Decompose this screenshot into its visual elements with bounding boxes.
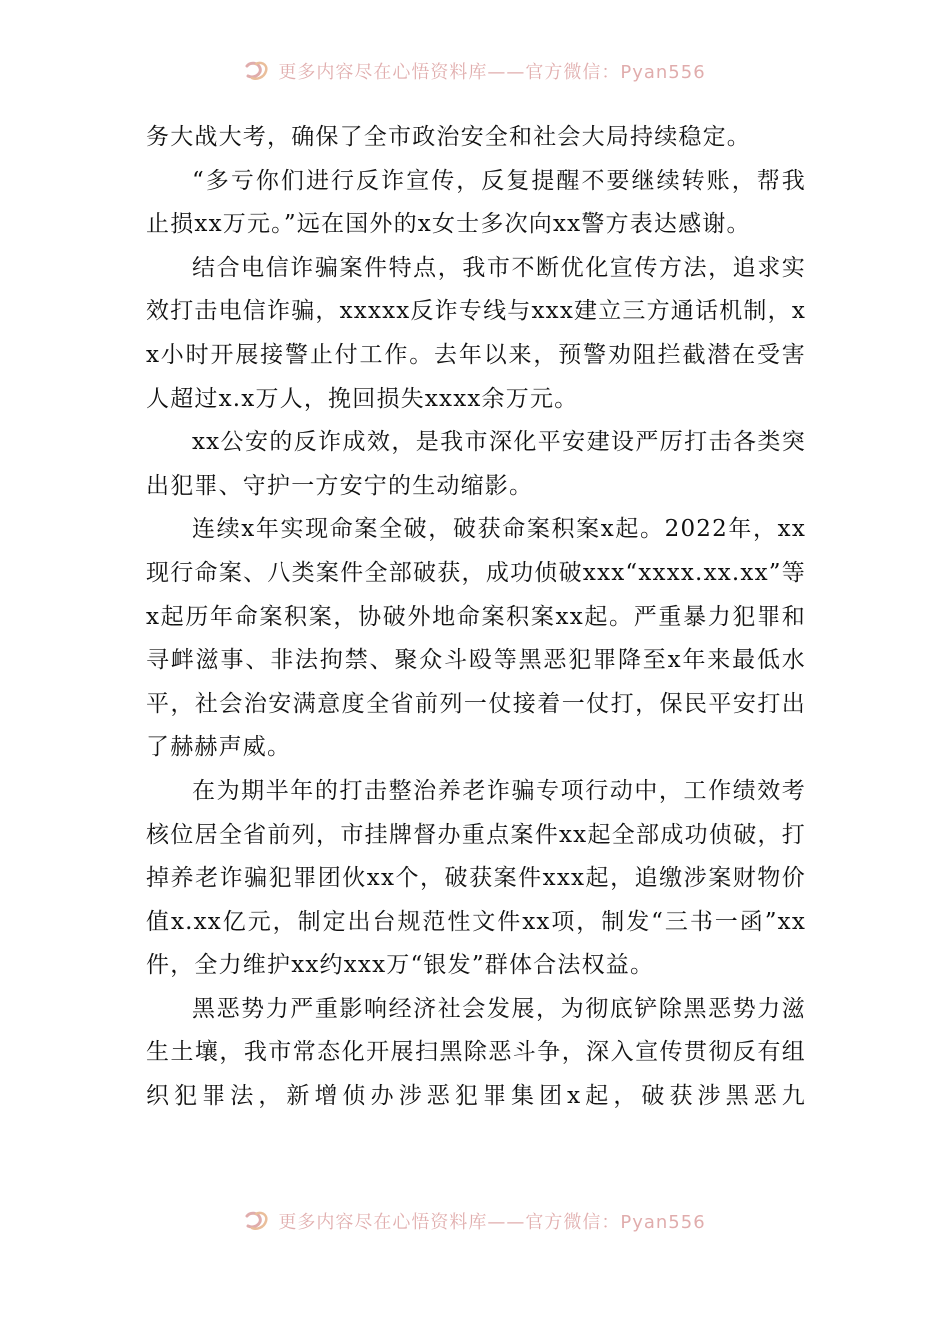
paragraph-5: 连续x年实现命案全破，破获命案积案x起。2022年，xx现行命案、八类案件全部破获，成功侦破xxx“xxxx.xx.xx”等x起历年命案积案，协破外地命案积案xx起。严重暴力犯罪和寻衅滋事、非法拘禁、聚众斗殴等黑恶犯罪降至x年来最低水平，社会治安满意度全省前列一仗接着一仗打，保民平安打出了赫赫声威。	[146, 516, 806, 761]
footer-watermark	[0, 1205, 950, 1237]
watermark-text: 更多内容尽在心悟资料库——官方微信：Pyan556	[278, 1212, 706, 1233]
watermark-text: 更多内容尽在心悟资料库——官方微信：Pyan556	[278, 62, 706, 83]
brand-logo-icon	[244, 60, 270, 82]
paragraph-4: xx公安的反诈成效，是我市深化平安建设严厉打击各类突出犯罪、守护一方安宁的生动缩影。	[146, 429, 806, 499]
paragraph-7: 黑恶势力严重影响经济社会发展，为彻底铲除黑恶势力滋生土壤，我市常态化开展扫黑除恶斗争，深入宣传贯彻反有组织犯罪法，新增侦办涉恶犯罪集团x起，破获涉黑恶九	[146, 995, 806, 1110]
brand-logo-icon	[244, 1210, 270, 1232]
paragraph-3: 结合电信诈骗案件特点，我市不断优化宣传方法，追求实效打击电信诈骗，xxxxx反诈专线与xxx建立三方通话机制，xx小时开展接警止付工作。去年以来，预警劝阻拦截潜在受害人超过x.x万人，挽回损失xxxx余万元。	[146, 254, 806, 412]
paragraph-1: 务大战大考，确保了全市政治安全和社会大局持续稳定。	[146, 124, 751, 150]
paragraph-2: “多亏你们进行反诈宣传，反复提醒不要继续转账，帮我止损xx万元。”远在国外的x女士多次向xx警方表达感谢。	[146, 167, 806, 238]
header-watermark	[0, 55, 950, 87]
document-body	[146, 116, 806, 1119]
paragraph-6: 在为期半年的打击整治养老诈骗专项行动中，工作绩效考核位居全省前列，市挂牌督办重点案件xx起全部成功侦破，打掉养老诈骗犯罪团伙xx个，破获案件xxx起，追缴涉案财物价值x.xx亿元，制定出台规范性文件xx项，制发“三书一函”xx件，全力维护xx约xxx万“银发”群体合法权益。	[146, 777, 806, 979]
